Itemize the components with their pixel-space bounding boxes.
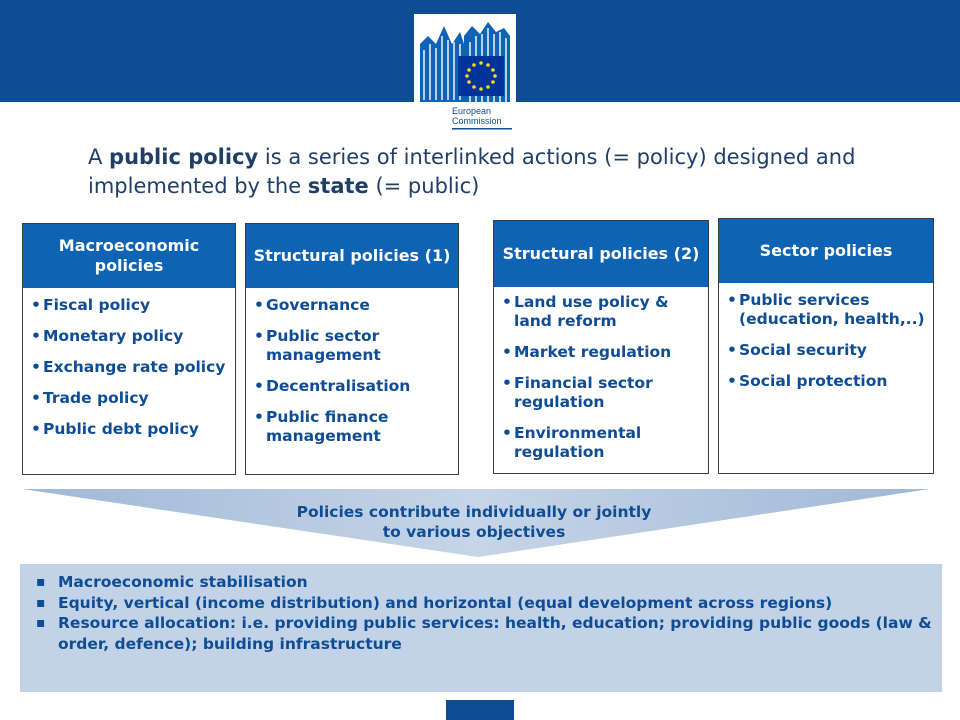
list-item: • Monetary policy <box>29 327 229 346</box>
list-item: • Decentralisation <box>252 377 452 396</box>
list-item: • Market regulation <box>500 343 702 362</box>
list-item: • Governance <box>252 296 452 315</box>
svg-text:Commission: Commission <box>452 116 502 126</box>
list-item: • Public finance management <box>252 408 452 446</box>
svg-text:European: European <box>452 106 492 116</box>
list-item: • Social protection <box>725 372 927 391</box>
list-item: • Financial sector regulation <box>500 374 702 412</box>
list-item: • Land use policy & land reform <box>500 293 702 331</box>
bottom-tab <box>446 700 514 720</box>
list-item: • Exchange rate policy <box>29 358 229 377</box>
objective-item: ▪ Resource allocation: i.e. providing public services: health, education; providing public goods (law & order, defence); building infrastructure <box>34 613 942 654</box>
list-item: • Environmental regulation <box>500 424 702 462</box>
box-heading: Structural policies (2) <box>494 221 708 287</box>
list-item: • Fiscal policy <box>29 296 229 315</box>
box-heading: Macroeconomic policies <box>23 224 235 288</box>
list-item: • Social security <box>725 341 927 360</box>
list-item: • Public sector management <box>252 327 452 365</box>
page-title: A public policy is a series of interlinked actions (= policy) designed and implemented by the state (= public) <box>88 145 856 198</box>
objectives-box <box>20 564 942 692</box>
objective-item: ▪ Macroeconomic stabilisation <box>34 572 942 593</box>
chevron-caption: Policies contribute individually or jointly to various objectives <box>296 503 652 541</box>
box-heading: Structural policies (1) <box>246 224 458 288</box>
box-heading: Sector policies <box>719 219 933 283</box>
list-item: • Trade policy <box>29 389 229 408</box>
objective-item: ▪ Equity, vertical (income distribution) and horizontal (equal development across regions) <box>34 593 942 614</box>
list-item: • Public services (education, health,..) <box>725 291 927 329</box>
list-item: • Public debt policy <box>29 420 229 439</box>
